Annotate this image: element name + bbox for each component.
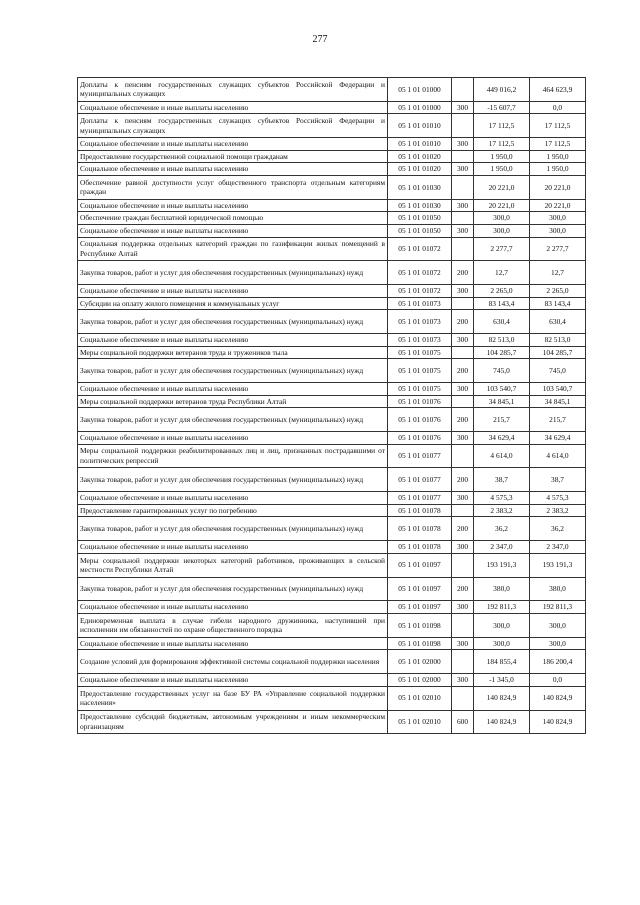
table-row — [78, 637, 586, 650]
row-name: Закупка товаров, работ и услуг для обеспечения государственных (муниципальных) нужд — [78, 517, 388, 541]
row-name: Закупка товаров, работ и услуг для обеспечения государственных (муниципальных) нужд — [78, 577, 388, 601]
row-amount-year-1: 1 950,0 — [474, 163, 530, 176]
row-amount-year-2: 0,0 — [530, 101, 586, 114]
row-amount-year-2: 192 811,3 — [530, 601, 586, 614]
table-row — [78, 261, 586, 285]
row-amount-year-2: 4 614,0 — [530, 444, 586, 468]
row-amount-year-1: 34 845,1 — [474, 395, 530, 408]
row-amount-year-1: 300,0 — [474, 212, 530, 225]
row-expense-type: 200 — [452, 468, 474, 492]
row-code: 05 1 01 01098 — [388, 614, 452, 638]
row-code: 05 1 01 01097 — [388, 577, 452, 601]
row-code: 05 1 01 01075 — [388, 359, 452, 383]
table-row — [78, 310, 586, 334]
row-name: Социальное обеспечение и иные выплаты населению — [78, 334, 388, 347]
row-amount-year-2: 745,0 — [530, 359, 586, 383]
table-row — [78, 504, 586, 517]
row-name: Обеспечение равной доступности услуг общественного транспорта отдельным категориям граждан — [78, 175, 388, 199]
row-amount-year-1: 140 824,9 — [474, 710, 530, 734]
row-amount-year-2: 20 221,0 — [530, 175, 586, 199]
row-amount-year-2: 2 265,0 — [530, 285, 586, 298]
row-name: Социальное обеспечение и иные выплаты населению — [78, 101, 388, 114]
row-expense-type — [452, 614, 474, 638]
row-amount-year-1: 1 950,0 — [474, 150, 530, 163]
table-row — [78, 444, 586, 468]
row-amount-year-2: 4 575,3 — [530, 492, 586, 505]
row-expense-type: 300 — [452, 601, 474, 614]
row-amount-year-2: 38,7 — [530, 468, 586, 492]
row-expense-type: 300 — [452, 285, 474, 298]
row-expense-type: 600 — [452, 710, 474, 734]
row-name: Социальное обеспечение и иные выплаты населению — [78, 199, 388, 212]
row-amount-year-1: 104 285,7 — [474, 346, 530, 359]
row-name: Социальное обеспечение и иные выплаты населению — [78, 138, 388, 151]
row-name: Предоставление государственных услуг на базе БУ РА «Управление социальной поддержки населения» — [78, 686, 388, 710]
budget-table-body — [78, 78, 586, 734]
row-amount-year-2: 12,7 — [530, 261, 586, 285]
row-amount-year-2: 20 221,0 — [530, 199, 586, 212]
table-row — [78, 297, 586, 310]
row-amount-year-1: 300,0 — [474, 614, 530, 638]
row-amount-year-1: 36,2 — [474, 517, 530, 541]
row-code: 05 1 01 01078 — [388, 504, 452, 517]
row-code: 05 1 01 02010 — [388, 686, 452, 710]
row-name: Социальное обеспечение и иные выплаты населению — [78, 674, 388, 687]
row-amount-year-1: -1 345,0 — [474, 674, 530, 687]
table-row — [78, 334, 586, 347]
row-amount-year-1: 2 383,2 — [474, 504, 530, 517]
row-name: Меры социальной поддержки реабилитированных лиц и лиц, признанных пострадавшими от политических репрессий — [78, 444, 388, 468]
row-amount-year-1: 193 191,3 — [474, 553, 530, 577]
row-amount-year-1: 103 540,7 — [474, 383, 530, 396]
row-expense-type — [452, 395, 474, 408]
budget-table — [77, 77, 586, 734]
table-row — [78, 199, 586, 212]
row-code: 05 1 01 01075 — [388, 383, 452, 396]
row-expense-type — [452, 212, 474, 225]
row-code: 05 1 01 02010 — [388, 710, 452, 734]
table-row — [78, 150, 586, 163]
row-expense-type — [452, 175, 474, 199]
row-amount-year-1: 2 347,0 — [474, 541, 530, 554]
row-amount-year-2: 193 191,3 — [530, 553, 586, 577]
table-row — [78, 553, 586, 577]
row-code: 05 1 01 01097 — [388, 553, 452, 577]
row-name: Доплаты к пенсиям государственных служащих субъектов Российской Федерации и муниципальных служащих — [78, 78, 388, 102]
row-expense-type: 300 — [452, 541, 474, 554]
row-code: 05 1 01 02000 — [388, 650, 452, 674]
table-row — [78, 710, 586, 734]
row-code: 05 1 01 01072 — [388, 261, 452, 285]
row-name: Закупка товаров, работ и услуг для обеспечения государственных (муниципальных) нужд — [78, 468, 388, 492]
table-row — [78, 212, 586, 225]
table-row — [78, 138, 586, 151]
table-row — [78, 686, 586, 710]
row-expense-type: 300 — [452, 637, 474, 650]
row-expense-type: 200 — [452, 359, 474, 383]
row-code: 05 1 01 01010 — [388, 138, 452, 151]
row-name: Закупка товаров, работ и услуг для обеспечения государственных (муниципальных) нужд — [78, 310, 388, 334]
row-name: Социальное обеспечение и иные выплаты населению — [78, 492, 388, 505]
row-name: Меры социальной поддержки ветеранов труда Республики Алтай — [78, 395, 388, 408]
row-code: 05 1 01 01073 — [388, 334, 452, 347]
table-row — [78, 237, 586, 261]
row-name: Социальное обеспечение и иные выплаты населению — [78, 383, 388, 396]
row-name: Социальное обеспечение и иные выплаты населению — [78, 285, 388, 298]
table-row — [78, 432, 586, 445]
row-amount-year-2: 215,7 — [530, 408, 586, 432]
row-expense-type — [452, 297, 474, 310]
row-amount-year-2: 17 112,5 — [530, 114, 586, 138]
row-name: Социальное обеспечение и иные выплаты населению — [78, 163, 388, 176]
row-amount-year-2: 140 824,9 — [530, 710, 586, 734]
row-amount-year-2: 103 540,7 — [530, 383, 586, 396]
row-expense-type: 300 — [452, 199, 474, 212]
row-code: 05 1 01 01098 — [388, 637, 452, 650]
row-code: 05 1 01 01000 — [388, 78, 452, 102]
row-amount-year-2: 300,0 — [530, 212, 586, 225]
row-expense-type — [452, 237, 474, 261]
row-expense-type: 300 — [452, 224, 474, 237]
row-amount-year-1: 300,0 — [474, 637, 530, 650]
table-row — [78, 224, 586, 237]
table-row — [78, 114, 586, 138]
row-amount-year-1: 300,0 — [474, 224, 530, 237]
row-name: Создание условий для формирования эффективной системы социальной поддержки населения — [78, 650, 388, 674]
row-amount-year-1: 745,0 — [474, 359, 530, 383]
row-name: Единовременная выплата в случае гибели народного дружинника, наступившей при исполнении им обязанностей по охране общественного порядка — [78, 614, 388, 638]
row-code: 05 1 01 01097 — [388, 601, 452, 614]
row-name: Меры социальной поддержки ветеранов труда и тружеников тыла — [78, 346, 388, 359]
row-expense-type: 300 — [452, 163, 474, 176]
row-expense-type — [452, 504, 474, 517]
row-name: Социальное обеспечение и иные выплаты населению — [78, 637, 388, 650]
row-amount-year-2: 1 950,0 — [530, 150, 586, 163]
row-amount-year-1: -15 607,7 — [474, 101, 530, 114]
row-amount-year-1: 192 811,3 — [474, 601, 530, 614]
row-amount-year-1: 12,7 — [474, 261, 530, 285]
row-expense-type: 200 — [452, 310, 474, 334]
row-amount-year-1: 82 513,0 — [474, 334, 530, 347]
row-amount-year-1: 140 824,9 — [474, 686, 530, 710]
row-name: Социальное обеспечение и иные выплаты населению — [78, 601, 388, 614]
row-code: 05 1 01 01073 — [388, 310, 452, 334]
row-amount-year-1: 38,7 — [474, 468, 530, 492]
row-name: Социальное обеспечение и иные выплаты населению — [78, 432, 388, 445]
row-expense-type: 300 — [452, 383, 474, 396]
row-name: Социальное обеспечение и иные выплаты населению — [78, 541, 388, 554]
row-amount-year-1: 4 614,0 — [474, 444, 530, 468]
table-row — [78, 650, 586, 674]
row-amount-year-1: 2 265,0 — [474, 285, 530, 298]
row-expense-type: 200 — [452, 408, 474, 432]
row-amount-year-2: 140 824,9 — [530, 686, 586, 710]
row-amount-year-2: 34 845,1 — [530, 395, 586, 408]
row-expense-type: 300 — [452, 138, 474, 151]
table-row — [78, 492, 586, 505]
row-amount-year-2: 2 383,2 — [530, 504, 586, 517]
row-expense-type — [452, 553, 474, 577]
row-expense-type — [452, 346, 474, 359]
row-amount-year-2: 2 347,0 — [530, 541, 586, 554]
table-row — [78, 285, 586, 298]
row-name: Обеспечение граждан бесплатной юридической помощью — [78, 212, 388, 225]
row-code: 05 1 01 01072 — [388, 285, 452, 298]
row-amount-year-1: 83 143,4 — [474, 297, 530, 310]
row-expense-type: 300 — [452, 492, 474, 505]
row-amount-year-1: 20 221,0 — [474, 199, 530, 212]
page-number: 277 — [312, 34, 328, 45]
row-expense-type — [452, 650, 474, 674]
row-amount-year-2: 34 629,4 — [530, 432, 586, 445]
table-row — [78, 163, 586, 176]
row-code: 05 1 01 01020 — [388, 150, 452, 163]
table-row — [78, 175, 586, 199]
row-amount-year-1: 17 112,5 — [474, 114, 530, 138]
table-row — [78, 674, 586, 687]
table-row — [78, 359, 586, 383]
row-amount-year-2: 380,0 — [530, 577, 586, 601]
row-expense-type — [452, 114, 474, 138]
row-code: 05 1 01 01076 — [388, 395, 452, 408]
row-amount-year-1: 449 016,2 — [474, 78, 530, 102]
row-code: 05 1 01 01073 — [388, 297, 452, 310]
table-row — [78, 577, 586, 601]
row-code: 05 1 01 01010 — [388, 114, 452, 138]
row-code: 05 1 01 01072 — [388, 237, 452, 261]
row-amount-year-1: 215,7 — [474, 408, 530, 432]
row-amount-year-1: 184 855,4 — [474, 650, 530, 674]
row-amount-year-1: 17 112,5 — [474, 138, 530, 151]
row-amount-year-2: 36,2 — [530, 517, 586, 541]
row-amount-year-1: 20 221,0 — [474, 175, 530, 199]
table-row — [78, 383, 586, 396]
row-amount-year-2: 82 513,0 — [530, 334, 586, 347]
row-code: 05 1 01 01077 — [388, 468, 452, 492]
table-row — [78, 614, 586, 638]
row-code: 05 1 01 01078 — [388, 541, 452, 554]
row-expense-type: 200 — [452, 517, 474, 541]
row-code: 05 1 01 01050 — [388, 212, 452, 225]
row-name: Предоставление гарантированных услуг по погребению — [78, 504, 388, 517]
table-row — [78, 541, 586, 554]
row-amount-year-1: 2 277,7 — [474, 237, 530, 261]
row-code: 05 1 01 01076 — [388, 408, 452, 432]
row-name: Закупка товаров, работ и услуг для обеспечения государственных (муниципальных) нужд — [78, 359, 388, 383]
row-name: Социальное обеспечение и иные выплаты населению — [78, 224, 388, 237]
table-row — [78, 408, 586, 432]
row-name: Закупка товаров, работ и услуг для обеспечения государственных (муниципальных) нужд — [78, 408, 388, 432]
row-name: Социальная поддержка отдельных категорий граждан по газификации жилых помещений в Республике Алтай — [78, 237, 388, 261]
row-amount-year-2: 464 623,9 — [530, 78, 586, 102]
table-row — [78, 346, 586, 359]
row-amount-year-2: 300,0 — [530, 637, 586, 650]
row-amount-year-2: 186 200,4 — [530, 650, 586, 674]
row-amount-year-2: 83 143,4 — [530, 297, 586, 310]
row-expense-type — [452, 686, 474, 710]
row-amount-year-1: 4 575,3 — [474, 492, 530, 505]
table-row — [78, 395, 586, 408]
row-code: 05 1 01 01077 — [388, 492, 452, 505]
row-name: Меры социальной поддержки некоторых категорий работников, проживающих в сельской местности Республики Алтай — [78, 553, 388, 577]
row-expense-type: 300 — [452, 101, 474, 114]
row-amount-year-2: 17 112,5 — [530, 138, 586, 151]
row-expense-type — [452, 78, 474, 102]
row-amount-year-2: 0,0 — [530, 674, 586, 687]
row-code: 05 1 01 02000 — [388, 674, 452, 687]
row-code: 05 1 01 01030 — [388, 175, 452, 199]
row-code: 05 1 01 01075 — [388, 346, 452, 359]
row-code: 05 1 01 01078 — [388, 517, 452, 541]
row-code: 05 1 01 01030 — [388, 199, 452, 212]
row-expense-type: 300 — [452, 432, 474, 445]
row-name: Закупка товаров, работ и услуг для обеспечения государственных (муниципальных) нужд — [78, 261, 388, 285]
row-amount-year-2: 1 950,0 — [530, 163, 586, 176]
row-amount-year-2: 630,4 — [530, 310, 586, 334]
row-expense-type — [452, 444, 474, 468]
row-amount-year-2: 2 277,7 — [530, 237, 586, 261]
row-amount-year-2: 300,0 — [530, 224, 586, 237]
row-name: Доплаты к пенсиям государственных служащих субъектов Российской Федерации и муниципальных служащих — [78, 114, 388, 138]
row-expense-type: 200 — [452, 577, 474, 601]
row-amount-year-1: 630,4 — [474, 310, 530, 334]
row-amount-year-1: 34 629,4 — [474, 432, 530, 445]
row-expense-type: 200 — [452, 261, 474, 285]
row-name: Предоставление государственной социальной помощи гражданам — [78, 150, 388, 163]
table-row — [78, 78, 586, 102]
row-code: 05 1 01 01076 — [388, 432, 452, 445]
table-row — [78, 468, 586, 492]
row-code: 05 1 01 01020 — [388, 163, 452, 176]
row-name: Субсидии на оплату жилого помещения и коммунальных услуг — [78, 297, 388, 310]
row-amount-year-2: 300,0 — [530, 614, 586, 638]
row-name: Предоставление субсидий бюджетным, автономным учреждениям и иным некоммерческим организациям — [78, 710, 388, 734]
row-expense-type: 300 — [452, 674, 474, 687]
row-code: 05 1 01 01000 — [388, 101, 452, 114]
table-row — [78, 601, 586, 614]
row-expense-type — [452, 150, 474, 163]
row-code: 05 1 01 01050 — [388, 224, 452, 237]
row-expense-type: 300 — [452, 334, 474, 347]
table-row — [78, 517, 586, 541]
row-code: 05 1 01 01077 — [388, 444, 452, 468]
table-row — [78, 101, 586, 114]
row-amount-year-2: 104 285,7 — [530, 346, 586, 359]
row-amount-year-1: 380,0 — [474, 577, 530, 601]
